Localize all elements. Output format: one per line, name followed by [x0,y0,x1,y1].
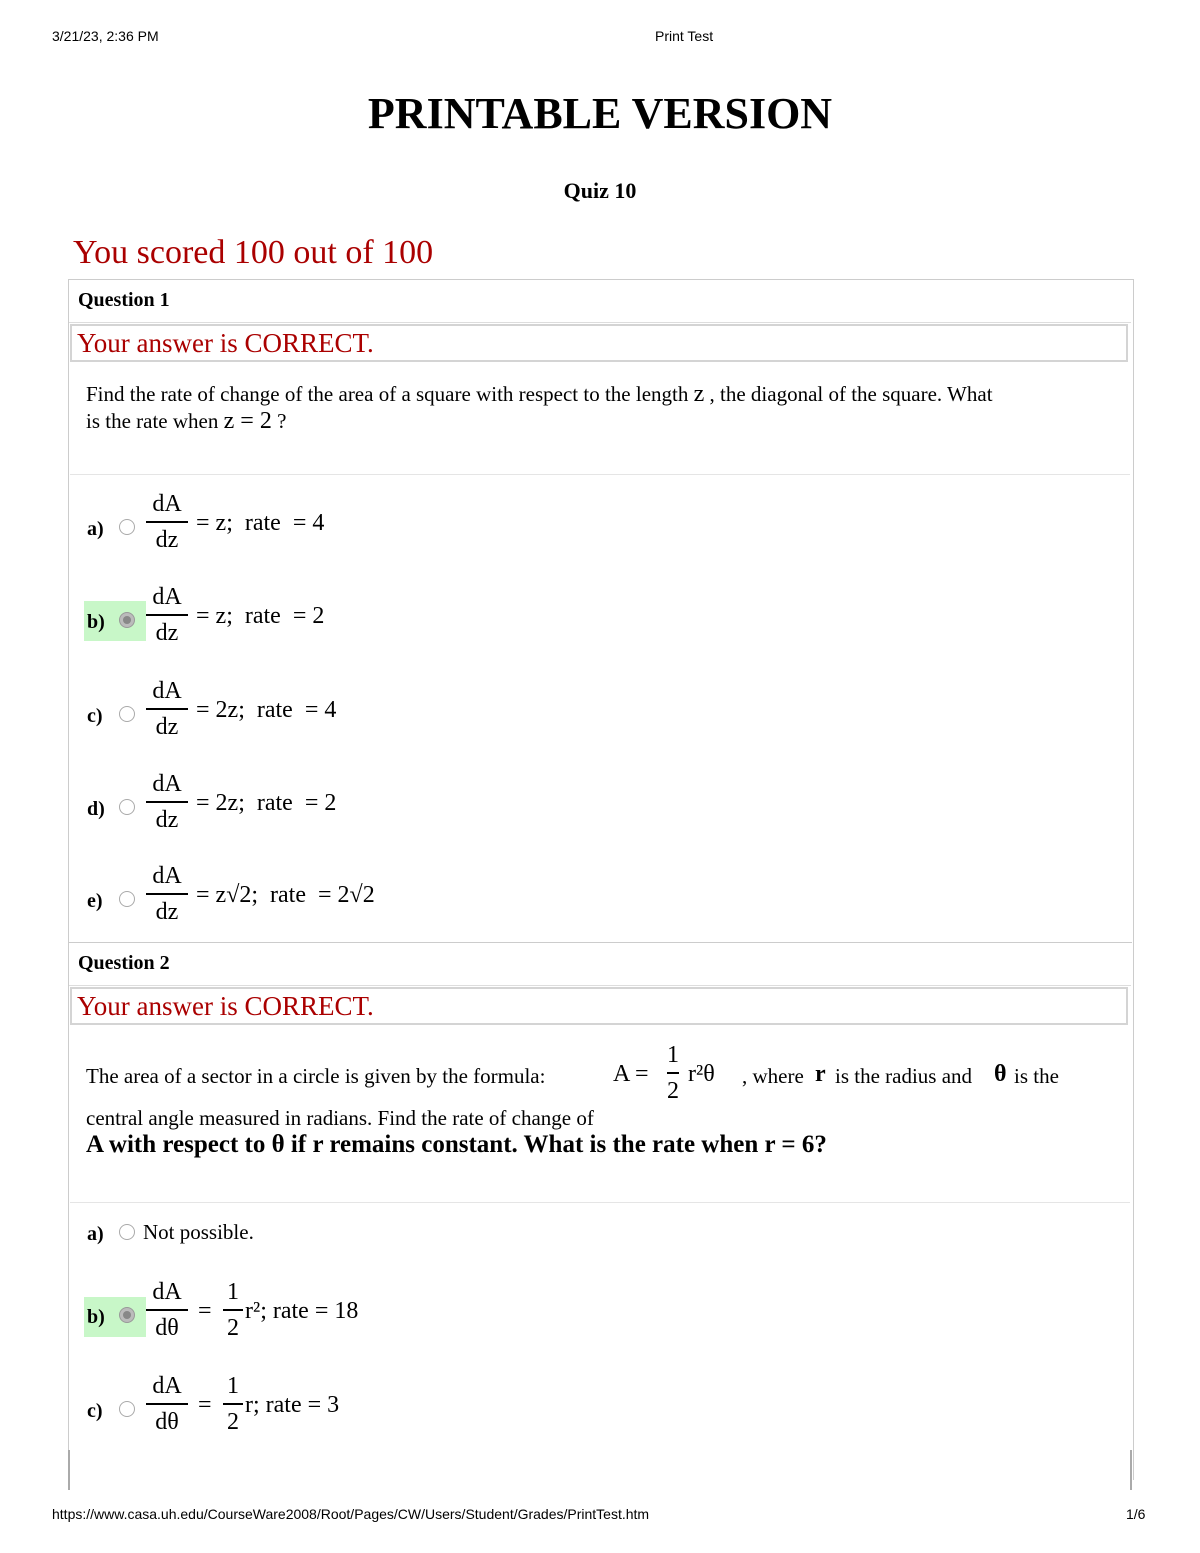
fraction-denominator: 2 [227,1409,239,1435]
verdict-text: Your answer is CORRECT. [77,991,374,1021]
quiz-name: Quiz 10 [563,178,637,203]
fraction-denominator: dz [155,527,179,553]
option-label: b) [87,1306,105,1328]
fraction-bar [146,521,188,523]
fraction-denominator: 2 [227,1315,239,1341]
option-label: c) [87,1400,103,1422]
option-equals: = [198,1298,212,1324]
question-2-text [70,1027,1130,1203]
option-radio[interactable] [119,706,135,722]
q2-formula-rest: r²θ [688,1061,715,1087]
q2-text-a: The area of a sector in a circle is given by the formula: [86,1064,546,1088]
option-radio[interactable] [119,1307,135,1323]
option-fraction [146,862,188,926]
fraction-denominator: dz [155,807,179,833]
q2-text-line-2: central angle measured in radians. Find the rate of change of [86,1106,594,1130]
print-url: https://www.casa.uh.edu/CourseWare2008/Root/Pages/CW/Users/Student/Grades/PrintTest.htm [52,1506,650,1522]
fraction-bar [223,1403,243,1405]
fraction-numerator: 1 [227,1279,239,1305]
option-label: b) [87,611,105,633]
fraction-numerator: dA [152,1279,182,1305]
question-2-header [69,943,1131,986]
print-date: 3/21/23, 2:36 PM [52,28,159,44]
fraction-denominator: dθ [155,1315,179,1341]
option-radio[interactable] [119,799,135,815]
option-radio[interactable] [119,519,135,535]
option-expression: = 2z; rate = 2 [196,790,337,816]
border-right [1130,1450,1132,1490]
option-expression: = 2z; rate = 4 [196,697,337,723]
q2-text-c: is the radius and [835,1064,973,1088]
option-fraction [146,1278,188,1342]
fraction-bar [146,1403,188,1405]
option-fraction [146,583,188,647]
question-2-verdict [70,987,1128,1025]
option-fraction [146,490,188,554]
option-expression: = z√2; rate = 2√2 [196,882,375,908]
q2-text-line-3: A with respect to θ if r remains constant. What is the rate when r = 6? [86,1131,827,1158]
q2-text-b: , where [742,1064,804,1088]
fraction-bar [146,708,188,710]
fraction-numerator: dA [152,678,182,704]
q2-formula-lhs: A = [613,1061,649,1087]
option-label: c) [87,705,103,727]
option-radio[interactable] [119,891,135,907]
question-1-text [70,364,1130,475]
verdict-text: Your answer is CORRECT. [77,328,374,358]
fraction-numerator: dA [152,491,182,517]
option-expression: r; rate = 3 [245,1392,340,1418]
q2-var-r: r [815,1061,826,1087]
fraction-denominator: dθ [155,1409,179,1435]
question-1-line-1: Find the rate of change of the area of a square with respect to the length z , the diagonal of the square. What [86,381,993,407]
option-fraction [146,677,188,741]
option-radio[interactable] [119,612,135,628]
fraction-denominator: dz [155,714,179,740]
option-radio[interactable] [119,1401,135,1417]
option-expression: = z; rate = 4 [196,510,325,536]
option-fraction [146,770,188,834]
option-expression: r²; rate = 18 [245,1298,359,1324]
score-text: You scored 100 out of 100 [73,234,434,271]
q2-var-theta: θ [994,1061,1007,1087]
fraction-bar [146,1309,188,1311]
fraction-numerator: dA [152,584,182,610]
fraction-bar [146,893,188,895]
print-page-title: Print Test [655,28,714,44]
option-expression: = z; rate = 2 [196,603,325,629]
question-1-label: Question 1 [78,289,170,311]
fraction-numerator: dA [152,771,182,797]
page-number: 1/6 [1126,1506,1146,1522]
option-label: a) [87,518,104,540]
option-half-fraction [223,1278,243,1342]
fraction-denominator: dz [155,899,179,925]
fraction-bar [146,614,188,616]
question-2-label: Question 2 [78,952,170,974]
border-left [68,1450,70,1490]
page-title: PRINTABLE VERSION [367,89,833,138]
fraction-numerator: dA [152,1373,182,1399]
option-half-fraction [223,1372,243,1436]
option-label: a) [87,1223,104,1245]
option-text: Not possible. [143,1220,254,1244]
question-1-verdict [70,324,1128,362]
fraction-numerator: 1 [227,1373,239,1399]
q2-text-d: is the [1014,1064,1059,1088]
option-equals: = [198,1392,212,1418]
fraction-bar [223,1309,243,1311]
question-1-line-2: is the rate when z = 2 ? [86,408,287,434]
fraction-numerator: dA [152,863,182,889]
fraction-denominator: dz [155,620,179,646]
option-radio[interactable] [119,1224,135,1240]
option-fraction [146,1372,188,1436]
q2-formula-fraction: 1 2 [667,1042,679,1104]
fraction-bar [146,801,188,803]
question-1-header [69,280,1131,323]
option-label: e) [87,890,103,912]
option-label: d) [87,798,105,820]
